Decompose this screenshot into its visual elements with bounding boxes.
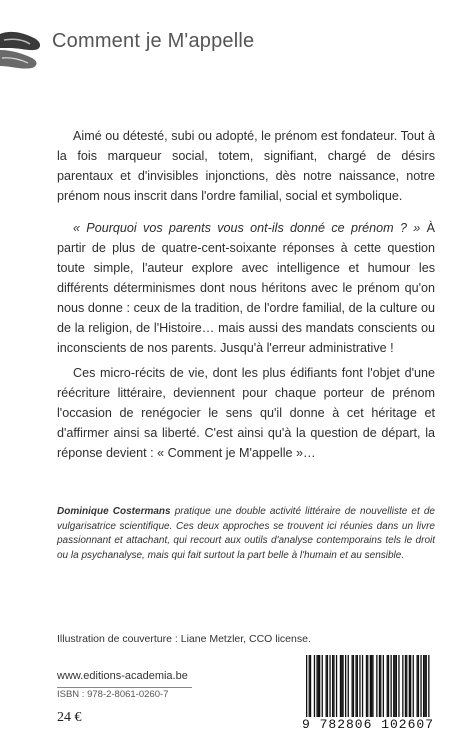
price: 24 €	[57, 710, 82, 725]
barcode-bar	[322, 655, 323, 717]
barcode-bar	[314, 655, 315, 717]
isbn: ISBN : 978-2-8061-0260-7	[57, 689, 169, 700]
barcode-bar	[409, 655, 410, 717]
barcode-bar	[423, 655, 424, 717]
barcode-bar	[366, 655, 367, 717]
barcode-bar	[359, 655, 360, 717]
divider	[57, 687, 192, 688]
barcode-bar	[426, 655, 427, 717]
barcode-bar	[326, 655, 327, 717]
conclusion-paragraph: Ces micro-récits de vie, dont les plus édifiants font l'objet d'une réécriture littéraire, deviennent pour chaque porteur de prénom l'occasion de renégocier le sens qu'il donne à cet héritage et d'affirmer ainsi sa liberté. C'est ainsi qu'à la question de départ, la réponse devient : « Comment je M'appelle »…	[57, 366, 435, 460]
barcode-bar	[327, 655, 328, 717]
barcode-bar	[367, 655, 368, 717]
barcode-bar	[428, 655, 429, 717]
barcode-bar	[342, 655, 343, 717]
barcode-bar	[319, 655, 320, 717]
barcode-bar	[398, 655, 399, 717]
barcode-bar	[405, 655, 406, 717]
barcode-bar	[357, 655, 358, 717]
barcode-bar	[352, 655, 353, 717]
barcode-bar	[345, 655, 346, 717]
barcode-bar	[333, 655, 334, 717]
barcode-bar	[316, 655, 317, 717]
barcode-bar	[336, 655, 337, 717]
barcode-digits: 9 782806 102607	[296, 717, 440, 733]
barcode-bar	[394, 655, 395, 717]
barcode-bar	[306, 655, 307, 717]
barcode-bar	[396, 655, 397, 717]
author-bio	[57, 505, 435, 563]
barcode-bar	[420, 655, 421, 717]
barcode-bar	[413, 655, 414, 717]
barcode-bar	[379, 655, 380, 717]
barcode-bar	[372, 655, 373, 717]
barcode-bar	[370, 655, 371, 717]
barcode-bar	[371, 655, 372, 717]
barcode-bar	[329, 655, 330, 717]
barcode-bar	[424, 655, 425, 717]
question-paragraph	[57, 218, 435, 358]
author-bio-text: pratique une double activité littéraire de nouvelliste et de vulgarisatrice scientifique. Ces deux approches se trouvent ici réunies dans un livre passionnant et attachant, qui recourt aux outils d'analyse contemporains tels le droit ou la psychanalyse, mais qui fait surtout la part belle à l'humain et au sensible.	[57, 506, 435, 561]
barcode-bar	[393, 655, 394, 717]
barcode-bar	[380, 655, 381, 717]
barcode-bar	[318, 655, 319, 717]
barcode-bar	[341, 655, 342, 717]
barcode-bar	[387, 655, 388, 717]
question-quote: « Pourquoi vos parents vous ont-ils donné ce prénom ? »	[73, 221, 421, 235]
barcode-bar	[406, 655, 407, 717]
series-title: Comment je M'appelle	[52, 30, 255, 52]
barcode-bar	[340, 655, 341, 717]
barcode-bar	[355, 655, 356, 717]
barcode-bar	[418, 655, 419, 717]
question-paragraph-text: À partir de plus de quatre-cent-soixante réponses à cette question toute simple, l'auteur explore avec intelligence et humour les différents déterminismes dont nous héritons avec le prénom qu'on nous donne : ceux de la tradition, de l'ordre familial, de la culture ou de la religion, de l'Histoire… mais aussi des mandats conscients ou inconscients de nos parents. Jusqu'à l'erreur administrative !	[57, 221, 436, 355]
barcode-bar	[353, 655, 354, 717]
barcode-bar	[383, 655, 384, 717]
barcode-bar	[332, 655, 333, 717]
barcode-bar	[391, 655, 392, 717]
barcode-bar	[402, 655, 403, 717]
barcode-bar	[310, 655, 311, 717]
author-name: Dominique Costermans	[57, 506, 171, 517]
cover-credit: Illustration de couverture : Liane Metzler, CCO license.	[57, 633, 311, 645]
barcode-bar	[410, 655, 411, 717]
barcode-bar	[376, 655, 377, 717]
barcode-bar	[309, 655, 310, 717]
publisher-website: www.editions-academia.be	[57, 670, 188, 682]
barcode-bar	[362, 655, 363, 717]
hands-photo-icon	[0, 28, 44, 74]
intro-paragraph: Aimé ou détesté, subi ou adopté, le prénom est fondateur. Tout à la fois marqueur social, totem, signifiant, chargé de désirs parentaux et d'invisibles injonctions, dès notre naissance, notre prénom nous inscrit dans l'ordre familial, social et symbolique.	[57, 129, 435, 203]
barcode-bar	[388, 655, 389, 717]
barcode-bar	[417, 655, 418, 717]
barcode-bar	[348, 655, 349, 717]
